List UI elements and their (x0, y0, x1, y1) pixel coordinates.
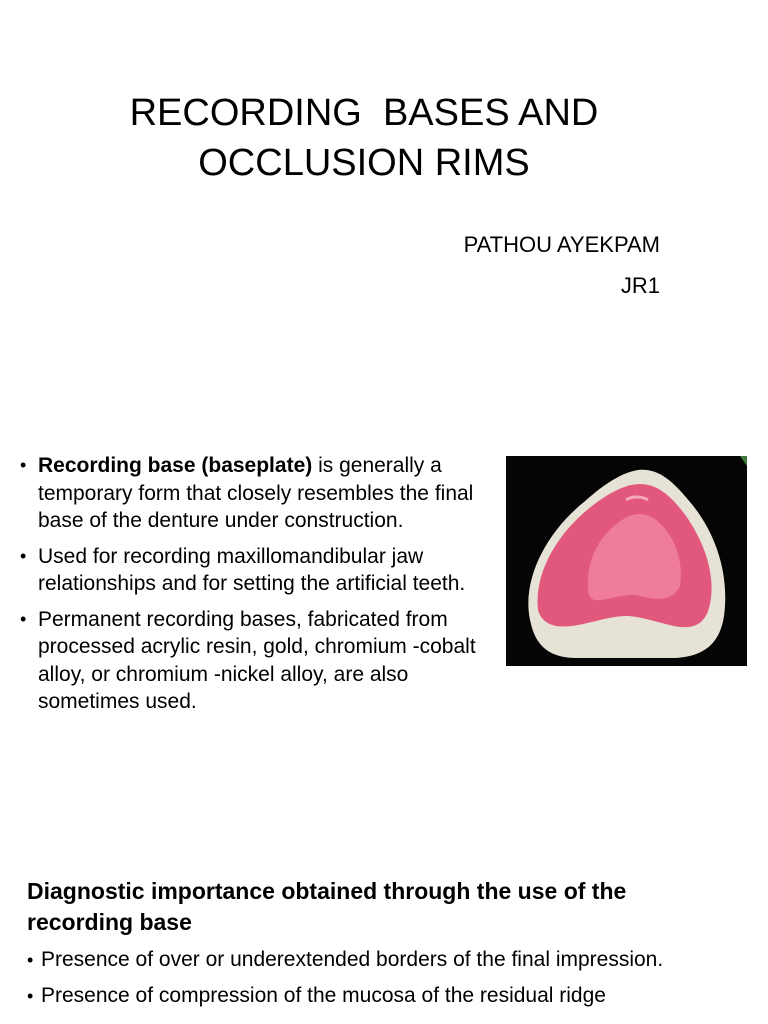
recording-base-photo (506, 456, 747, 666)
bullet-text: is generally a temporary form that closely resembles the final base of the denture under construction. (38, 454, 474, 532)
bullet-icon: • (20, 545, 27, 566)
slide-heading: Diagnostic importance obtained through the use of the recording base (27, 878, 627, 935)
author-block (464, 232, 660, 314)
bullet-text: Permanent recording bases, fabricated from processed acrylic resin, gold, chromium -cobalt alloy, or chromium -nickel alloy, are also sometimes used. (38, 607, 476, 713)
bullet-text: Used for recording maxillomandibular jaw relationships and for setting the artificial teeth. (38, 544, 466, 595)
bullet-item (20, 452, 500, 535)
slide-title-heading: RECORDING BASES AND OCCLUSION RIMS (129, 92, 599, 184)
bullet-item (20, 606, 500, 716)
bullet-bold-text: Recording base (baseplate) (38, 454, 313, 477)
bullet-text: Presence of over or underextended borders of the final impression. (41, 948, 664, 971)
author-role: JR1 (620, 273, 660, 298)
bullet-icon: • (27, 986, 34, 1006)
bullet-item (27, 982, 727, 1010)
bullet-icon: • (20, 608, 27, 629)
bullet-list (27, 946, 727, 1018)
bullet-icon: • (27, 950, 34, 970)
bullet-list (20, 452, 500, 724)
slide-diagnostic-importance (0, 850, 768, 1024)
bullet-item (27, 946, 727, 974)
slide-recording-base (0, 420, 768, 820)
bullet-item (20, 543, 500, 598)
bullet-text: Presence of compression of the mucosa of the residual ridge (41, 984, 606, 1007)
bullet-icon: • (20, 455, 27, 475)
author-name: PATHOU AYEKPAM (463, 232, 660, 257)
slide-title (0, 0, 768, 400)
denture-base-illustration (506, 456, 747, 666)
